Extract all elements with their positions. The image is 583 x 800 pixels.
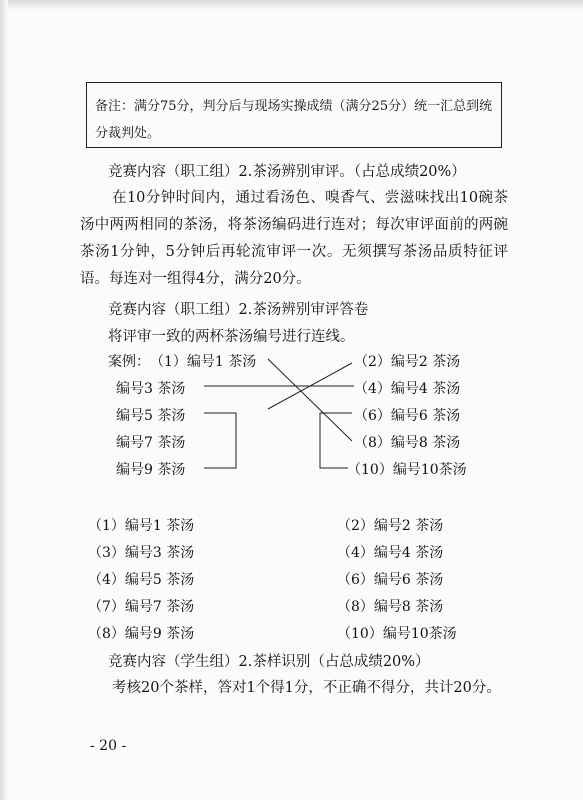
- answer-left-item: （3）编号3 茶汤: [88, 545, 195, 561]
- example-right-item: （8）编号8 茶汤: [354, 435, 461, 451]
- example-right-item: （6）编号6 茶汤: [354, 408, 461, 424]
- answer-left-item: （4）编号5 茶汤: [88, 572, 195, 588]
- connector-7-2: [268, 363, 352, 409]
- answer-right-item: （8）编号8 茶汤: [337, 599, 444, 615]
- answer-right-item: （10）编号10茶汤: [337, 626, 457, 642]
- example-right-item: （10）编号10茶汤: [347, 462, 467, 478]
- example-right-item: （2）编号2 茶汤: [354, 354, 461, 370]
- answer-right-item: （4）编号4 茶汤: [337, 545, 444, 561]
- answer-left-item: （1）编号1 茶汤: [88, 518, 195, 534]
- example-left-item: （1）编号1 茶汤: [150, 354, 257, 370]
- example-left-item: 编号9 茶汤: [116, 462, 186, 478]
- example-left-item: 编号7 茶汤: [116, 435, 186, 451]
- example-prefix: 案例：: [108, 354, 150, 370]
- answer-left-item: （7）编号7 茶汤: [88, 599, 195, 615]
- example-left-item: 编号3 茶汤: [116, 381, 186, 397]
- answer-right-item: （6）编号6 茶汤: [337, 572, 444, 588]
- answer-left-item: （8）编号9 茶汤: [88, 626, 195, 642]
- remark-box: 备注：满分75分，判分后与现场实操成绩（满分25分）统一汇总到统分裁判处。: [86, 82, 502, 148]
- connector-5-9: [204, 413, 236, 468]
- page-number: - 20 -: [90, 738, 127, 754]
- section1-body: 在10分钟时间内，通过看汤色、嗅香气、尝滋味找出10碗茶汤中两两相同的茶汤，将茶汤编码进行连对；每次审评面前的两碗茶汤1分钟，5分钟后再轮流审评一次。无须撰写茶汤品质特征评语。每连对一组得4分，满分20分。: [80, 190, 508, 287]
- section3-heading: 竞赛内容（学生组）2.茶样识别（占总成绩20%）: [108, 654, 430, 670]
- example-right-item: （4）编号4 茶汤: [354, 381, 461, 397]
- section2-heading: 竞赛内容（职工组）2.茶汤辨别审评答卷: [108, 302, 369, 318]
- connector-1-8: [268, 359, 352, 441]
- scan-edge-left: [0, 0, 8, 800]
- answer-right-item: （2）编号2 茶汤: [337, 518, 444, 534]
- section1-heading: 竞赛内容（职工组）2.茶汤辨别审评。（占总成绩20%）: [108, 164, 466, 180]
- scan-edge-top: [0, 0, 583, 10]
- section2-instruction: 将评审一致的两杯茶汤编号进行连线。: [108, 329, 355, 345]
- example-left-item: 编号5 茶汤: [116, 408, 186, 424]
- section3-body: 考核20个茶样，答对1个得1分，不正确不得分，共计20分。: [112, 680, 501, 696]
